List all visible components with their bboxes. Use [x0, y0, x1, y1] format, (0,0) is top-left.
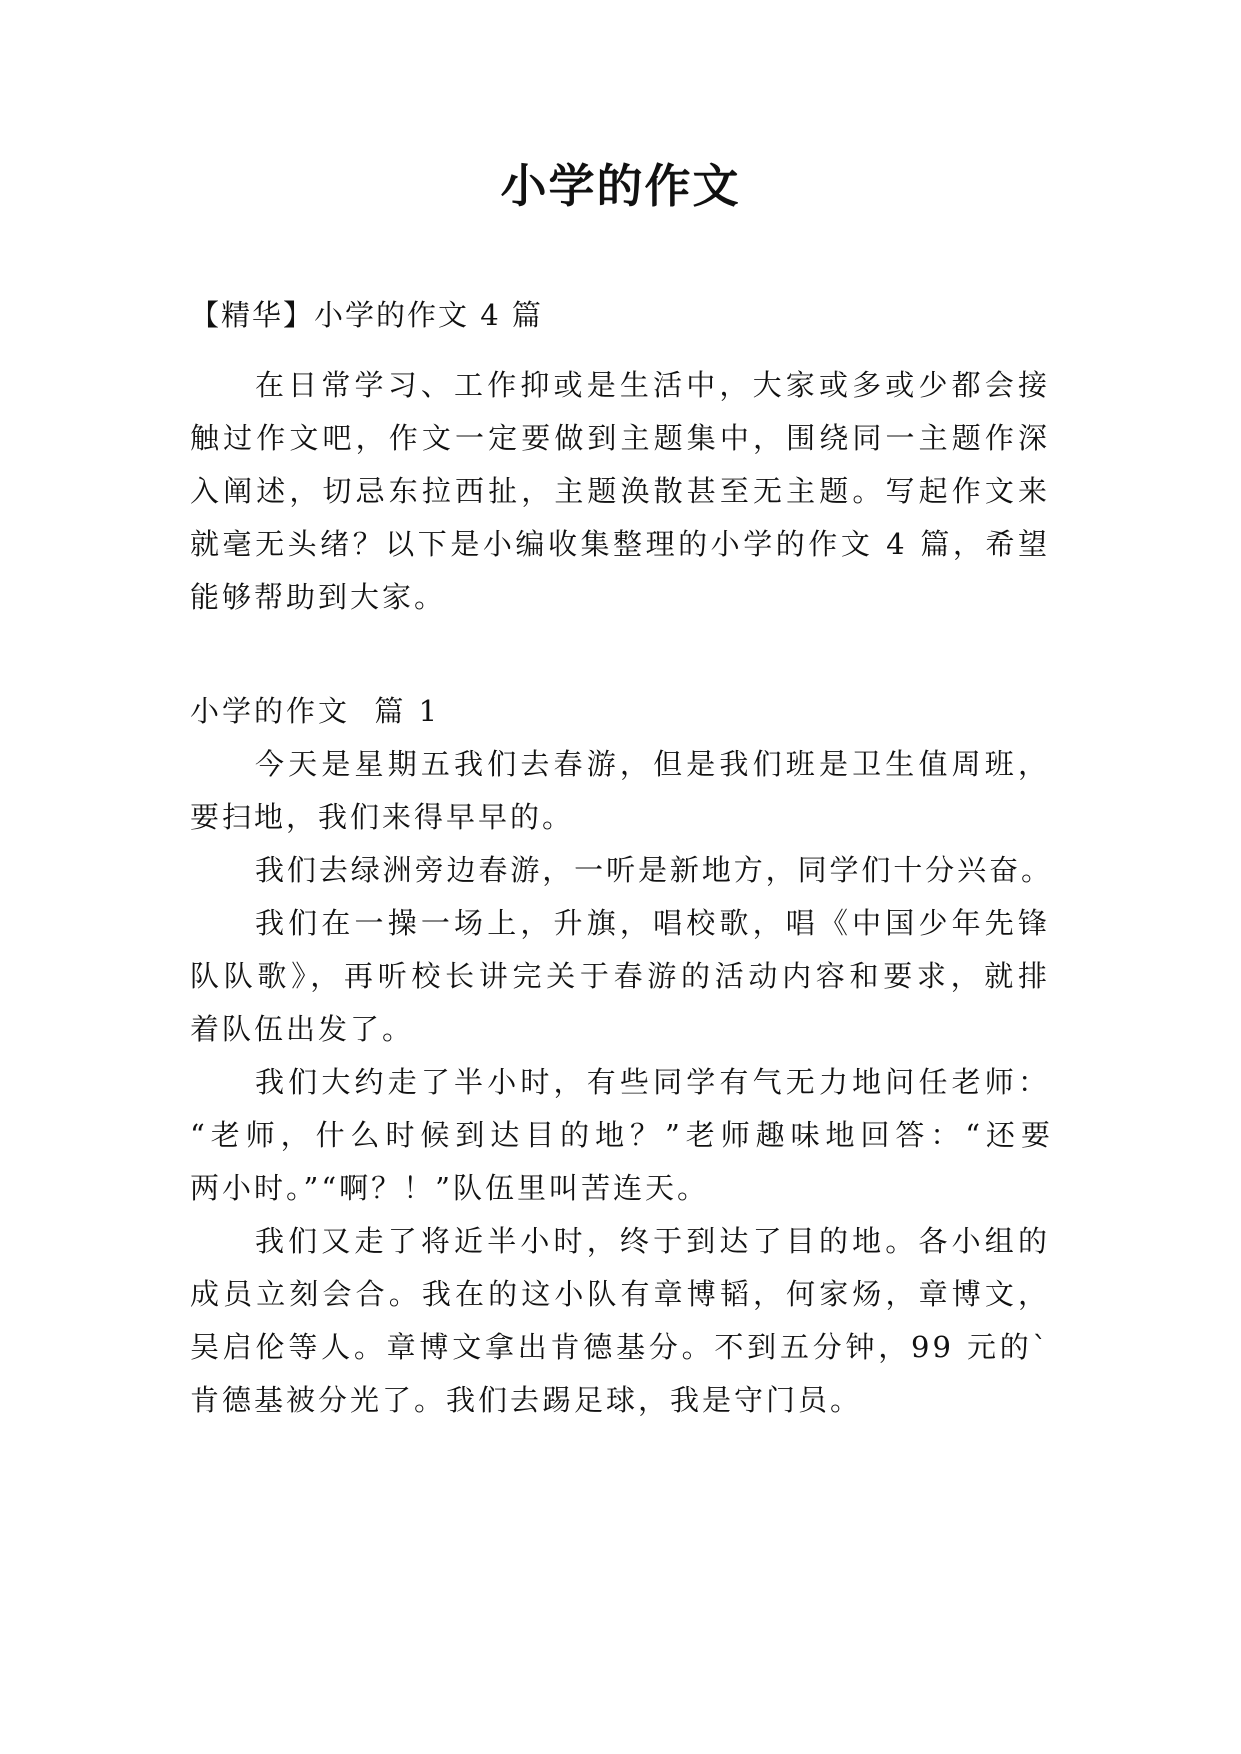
intro-line: 就毫无头绪？以下是小编收集整理的小学的作文 4 篇，希望 — [190, 527, 1050, 561]
intro-line: 触过作文吧，作文一定要做到主题集中，围绕同一主题作深 — [190, 421, 1050, 455]
intro-line: 能够帮助到大家。 — [190, 580, 447, 614]
body-line: 我们在一操一场上，升旗，唱校歌，唱《中国少年先锋 — [255, 906, 1050, 940]
body-line: 我们去绿洲旁边春游，一听是新地方，同学们十分兴奋。 — [255, 853, 1050, 887]
body-line: 我们又走了将近半小时，终于到达了目的地。各小组的 — [255, 1224, 1050, 1258]
intro-line: 入阐述，切忌东拉西扯，主题涣散甚至无主题。写起作文来 — [190, 474, 1050, 508]
document-title: 小学的作文 — [500, 159, 741, 213]
body-line: 队队歌》，再听校长讲完关于春游的活动内容和要求，就排 — [190, 959, 1050, 993]
section-heading: 小学的作文 篇 1 — [190, 694, 441, 728]
body-line: 我们大约走了半小时，有些同学有气无力地问任老师： — [255, 1065, 1050, 1099]
body-line: 吴启伦等人。章博文拿出肯德基分。不到五分钟，99 元的` — [190, 1330, 1050, 1364]
body-line: 要扫地，我们来得早早的。 — [190, 800, 575, 834]
body-line: 今天是星期五我们去春游，但是我们班是卫生值周班， — [255, 747, 1050, 781]
body-line: 成员立刻会合。我在的这小队有章博韬，何家炀，章博文， — [190, 1277, 1050, 1311]
body-line: 肯德基被分光了。我们去踢足球，我是守门员。 — [190, 1383, 863, 1417]
body-line: 着队伍出发了。 — [190, 1012, 415, 1046]
intro-line: 在日常学习、工作抑或是生活中，大家或多或少都会接 — [255, 368, 1050, 402]
body-line: “老师，什么时候到达目的地？”老师趣味地回答：“还要 — [190, 1118, 1050, 1152]
body-line: 两小时。”“啊？！”队伍里叫苦连天。 — [190, 1171, 709, 1205]
document-subtitle: 【精华】小学的作文 4 篇 — [190, 298, 543, 332]
